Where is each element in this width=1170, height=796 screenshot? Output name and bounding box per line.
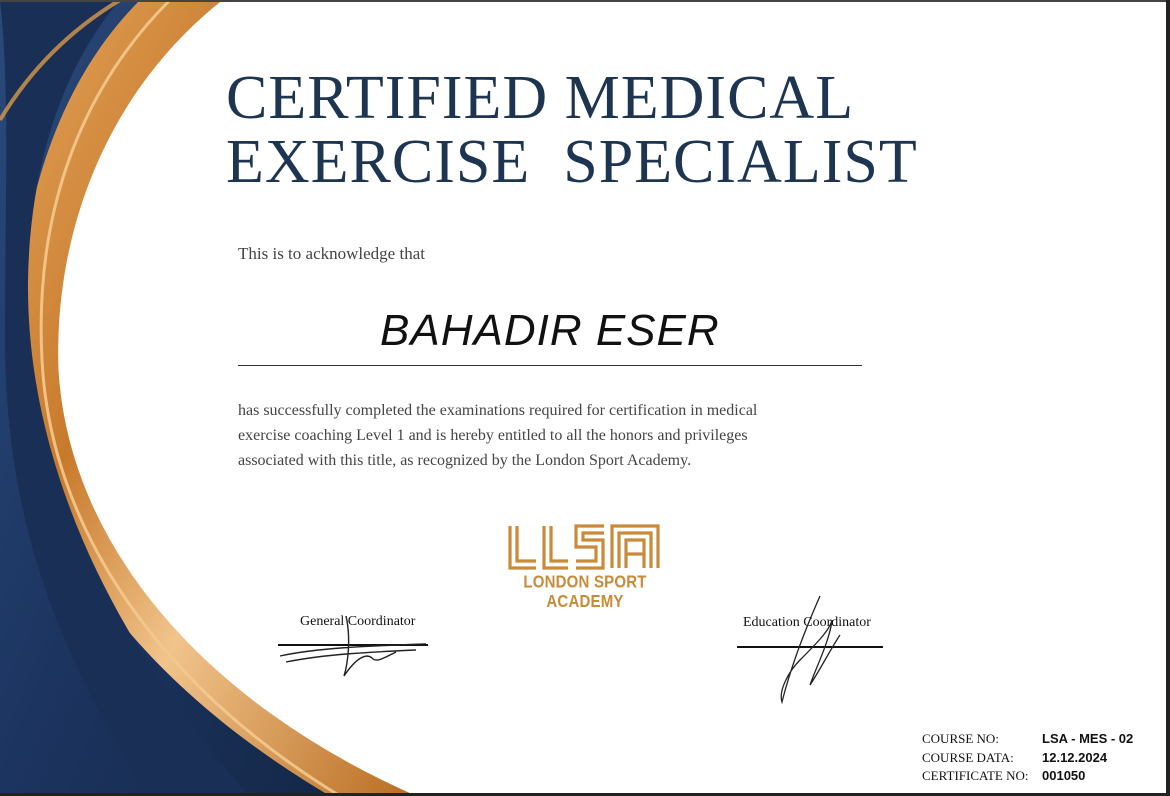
certificate-title	[226, 66, 918, 194]
name-underline	[238, 365, 862, 366]
title-line-1: CERTIFIED MEDICAL	[226, 64, 855, 132]
title-line-2: EXERCISE SPECIALIST	[226, 128, 918, 196]
recipient-name: BAHADIR ESER	[380, 306, 720, 355]
course-date-label: COURSE DATA:	[922, 749, 1014, 765]
certificate-no-value: 001050	[1042, 768, 1086, 783]
frame-right	[1166, 0, 1170, 796]
education-coordinator-label: Education Coordinator	[743, 615, 871, 630]
frame-top	[0, 0, 1170, 2]
certificate-no-label: CERTIFICATE NO:	[922, 768, 1029, 783]
logo-text: LONDON SPORT ACADEMY	[523, 572, 647, 612]
intro-text: This is to acknowledge that	[238, 244, 425, 263]
general-coordinator-signature	[276, 608, 436, 688]
certificate-body: has successfully completed the examinations required for certification in medical exercise coaching Level 1 and is hereby entitled to all the honors and privileges associated with this title, as recognized by the London Sport Academy.	[238, 402, 758, 469]
course-date-value: 12.12.2024	[1042, 749, 1108, 765]
course-no-value: LSA - MES - 02	[1042, 731, 1134, 746]
general-coordinator-label: General Coordinator	[300, 614, 416, 629]
course-no-label: COURSE NO:	[922, 731, 999, 746]
education-coordinator-signature	[760, 590, 860, 710]
